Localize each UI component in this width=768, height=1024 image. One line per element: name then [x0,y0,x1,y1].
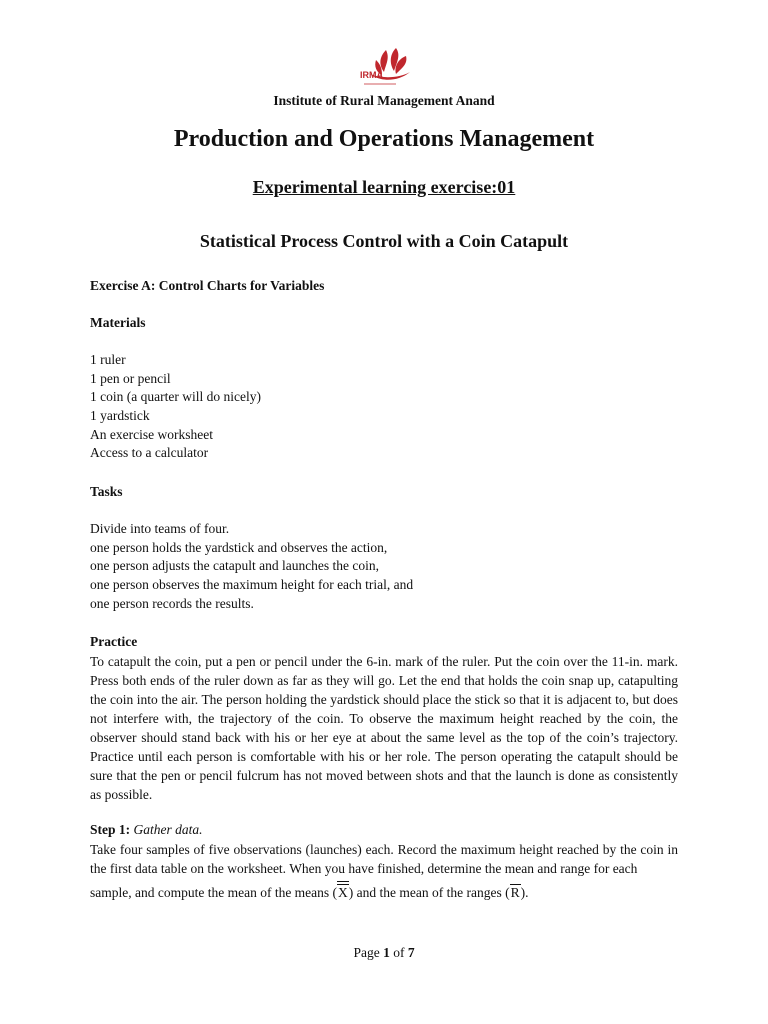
step1-text-c: ). [520,885,529,900]
practice-heading: Practice [90,634,138,649]
tasks-line: one person observes the maximum height for each trial, and [90,577,414,592]
footer-of-label: of [393,945,405,960]
footer-page-label: Page [353,945,380,960]
materials-item: Access to a calculator [90,445,209,460]
logo-text: IRMA [360,70,383,80]
materials-item: 1 yardstick [90,408,150,423]
materials-item: 1 coin (a quarter will do nicely) [90,389,261,404]
footer-page-num: 1 [383,945,390,960]
r-bar-symbol: R [510,885,520,900]
page-subtitle: Experimental learning exercise:01 [252,177,516,197]
exercise-heading: Statistical Process Control with a Coin Catapult [199,231,569,251]
materials-heading: Materials [90,315,146,330]
page-footer [0,945,768,961]
step1-text-a: sample, and compute the mean of the means ( [90,885,338,900]
step1-last-line [90,885,529,901]
tasks-heading: Tasks [90,484,123,499]
materials-item: 1 ruler [90,352,126,367]
materials-item: An exercise worksheet [90,427,213,442]
tasks-line: one person records the results. [90,596,254,611]
institute-name: Institute of Rural Management Anand [273,93,495,108]
x-double-bar-symbol: X [338,885,348,900]
step1-title: Gather data. [133,822,203,837]
tasks-line: one person adjusts the catapult and launches the coin, [90,558,380,573]
step1-heading [90,822,203,838]
step1-paragraph: Take four samples of five observations (launches) each. Record the maximum height reached by the coin in the first data table on the worksheet. When you have finished, determine the mean and range for each [90,842,678,876]
step1-label: Step 1: [90,822,131,837]
irma-logo [356,46,418,92]
page-title: Production and Operations Management [173,126,595,152]
tasks-line: one person holds the yardstick and observes the action, [90,540,388,555]
footer-page-total: 7 [407,945,415,960]
practice-paragraph: To catapult the coin, put a pen or pencil under the 6-in. mark of the ruler. Put the coin over the 11-in. mark. Press both ends of the ruler down as far as they will go. Let the end that holds the coin snap up, catapulting the coin into the air. The person holding the yardstick should place the stick so that it is adjacent to, but does not interfere with, the trajectory of the coin. To observe the maximum height reached by the coin, the observer should stand back with his or her eye at about the same level as the top of the coin’s trajectory. Practice until each person is comfortable with his or her role. The person operating the catapult should be sure that the pen or pencil fulcrum has not moved between shots and that the launch is done as consistently as possible. [90,654,678,802]
materials-item: 1 pen or pencil [90,371,171,386]
exercise-a-heading: Exercise A: Control Charts for Variables [90,278,325,293]
tasks-line: Divide into teams of four. [90,521,230,536]
step1-text-b: ) and the mean of the ranges ( [348,885,510,900]
